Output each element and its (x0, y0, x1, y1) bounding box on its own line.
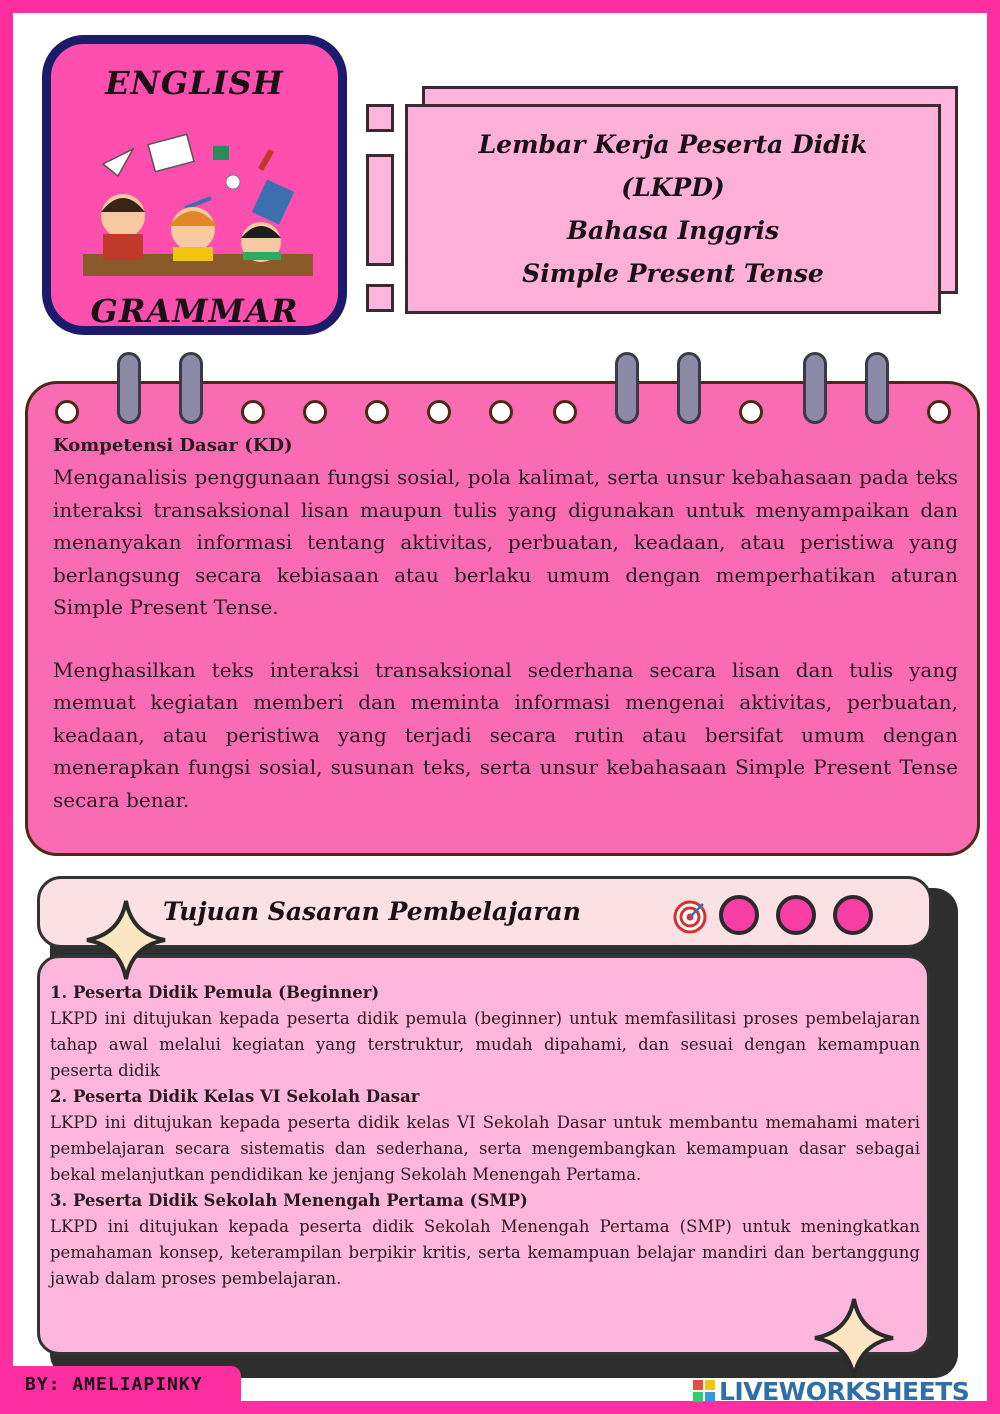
competence-title: Kompetensi Dasar (KD) (53, 435, 293, 456)
binder-hole (365, 400, 389, 424)
title-tab-middle (366, 154, 394, 266)
red-pencil-icon (258, 149, 274, 171)
binder-hole (303, 400, 327, 424)
paper-ball-icon (226, 175, 240, 189)
badge-subtitle: GRAMMAR (90, 292, 299, 330)
binder-ring (803, 352, 827, 424)
binder-hole (427, 400, 451, 424)
title-tab-bottom (366, 284, 394, 312)
binder-hole (241, 400, 265, 424)
children-studying-illustration (73, 104, 318, 284)
objective-text-2: LKPD ini ditujukan kepada peserta didik kelas VI Sekolah Dasar untuk membantu memahami materi pembelajaran secara sistematis dan sederhana, serta mengembangkan kemampuan dasar sebagai bekal melanjutkan pendidikan ke jenjang Sekolah Menengah Pertama. (50, 1113, 920, 1184)
binder-ring (677, 352, 701, 424)
blue-notebook-icon (252, 179, 294, 224)
paper-plane-icon (103, 149, 133, 176)
decorative-dot (776, 895, 816, 935)
binder-hole (739, 400, 763, 424)
title-line-3: Bahasa Inggris (566, 216, 780, 245)
open-book-icon (148, 134, 194, 171)
english-grammar-badge (42, 35, 347, 335)
pen-icon (185, 198, 211, 208)
binder-ring (865, 352, 889, 424)
objective-text-3: LKPD ini ditujukan kepada peserta didik Sekolah Menengah Pertama (SMP) untuk meningkatkan pemahaman konsep, keterampilan berpikir kritis, serta kemampuan belajar mandiri dan bertanggung jawab dalam proses pembelajaran. (50, 1217, 920, 1288)
sparkle-icon (84, 898, 168, 982)
title-line-4: Simple Present Tense (522, 259, 824, 288)
objectives-title: Tujuan Sasaran Pembelajaran (163, 897, 581, 926)
competence-paragraph-2: Menghasilkan teks interaksi transaksional sederhana secara lisan dan tulis yang memuat kegiatan memberi dan meminta informasi mengenai aktivitas, perbuatan, keadaan, atau peristiwa yang terjadi secara rutin atau bersifat umum dengan menerapkan fungsi sosial, susunan teks, serta unsur kebahasaan Simple Present Tense secara benar. (53, 657, 958, 812)
binder-ring (117, 352, 141, 424)
binder-hole (55, 400, 79, 424)
objective-heading-3: 3. Peserta Didik Sekolah Menengah Pertama (SMP) (50, 1191, 528, 1210)
liveworksheets-logo-icon (693, 1380, 715, 1402)
binder-hole (927, 400, 951, 424)
objectives-list (50, 980, 920, 1292)
badge-title: ENGLISH (105, 64, 284, 102)
watermark-text: LIVEWORKSHEETS (719, 1376, 970, 1406)
objective-heading-2: 2. Peserta Didik Kelas VI Sekolah Dasar (50, 1087, 420, 1106)
title-card (405, 104, 941, 314)
competence-text (53, 431, 958, 846)
binder-ring (179, 352, 203, 424)
competence-paragraph-1: Menganalisis penggunaan fungsi sosial, pola kalimat, serta unsur kebahasaan pada teks interaksi transaksional lisan maupun tulis yang digunakan untuk menyampaikan dan menanyakan informasi tentang aktivitas, perbuatan, keadaan, atau peristiwa yang berlangsung secara kebiasaan atau berlaku umum dengan memperhatikan aturan Simple Present Tense. (53, 465, 958, 619)
binder-hole (553, 400, 577, 424)
decorative-dot (719, 895, 759, 935)
sparkle-icon (812, 1296, 896, 1380)
target-icon (673, 900, 707, 934)
green-pencil-case-icon (213, 146, 229, 160)
title-tab-top (366, 104, 394, 132)
liveworksheets-watermark (693, 1376, 969, 1406)
title-line-1: Lembar Kerja Peserta Didik (478, 130, 868, 159)
title-line-2: (LKPD) (621, 173, 725, 202)
objective-heading-1: 1. Peserta Didik Pemula (Beginner) (50, 983, 380, 1002)
objective-text-1: LKPD ini ditujukan kepada peserta didik pemula (beginner) untuk memfasilitasi proses pembelajaran tahap awal melalui kegiatan yang terstruktur, mudah dipahami, dan sesuai dengan kemampuan peserta didik (50, 1009, 920, 1080)
binder-ring (615, 352, 639, 424)
binder-hole (489, 400, 513, 424)
decorative-dot (833, 895, 873, 935)
author-label: BY: AMELIAPINKY (13, 1366, 241, 1403)
